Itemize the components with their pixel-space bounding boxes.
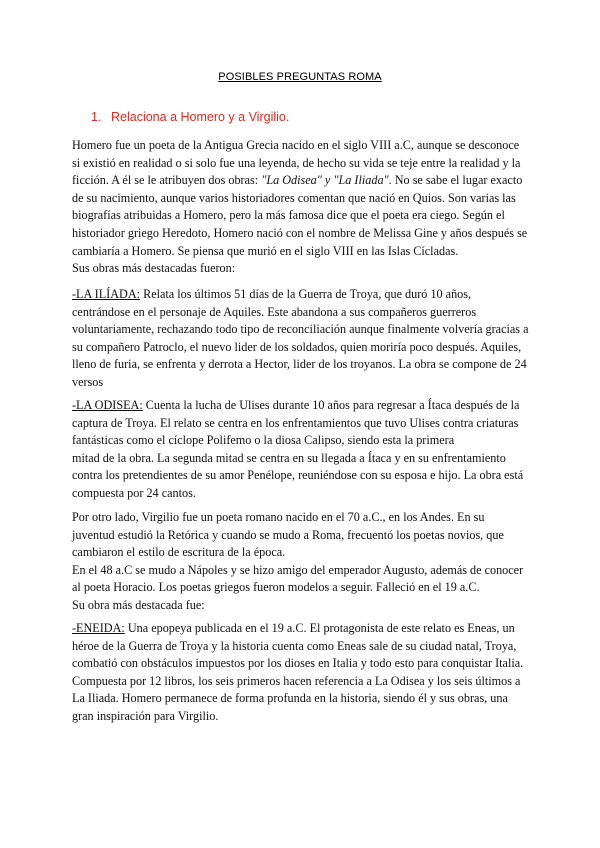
paragraph-line: biografías atribuidas a Homero, pero la más famosa dice que el poeta era ciego. Según el [72,208,505,223]
iliada-label: -LA ILÍADA: [72,287,141,301]
paragraph-line: voluntariamente, rechazando todo tipo de reconciliación aunque finalmente volvería gracias a [72,322,529,337]
paragraph-line: contra los pretendientes de su amor Penélope, reuniéndose con su esposa e hijo. La obra está [72,468,524,483]
iliada-paragraph [72,286,538,392]
eneida-first-line: Una epopeya publicada en el 19 a.C. El protagonista de este relato es Eneas, un [124,621,515,635]
eneida-paragraph [72,620,538,726]
question-heading [91,110,289,124]
paragraph-line [72,286,538,304]
paragraph-line: Homero fue un poeta de la Antigua Grecia nacido en el siglo VIII a.C, aunque se desconoce [72,138,520,152]
odisea-first-line: Cuenta la lucha de Ulises durante 10 años para regresar a Ítaca después de la [142,398,520,412]
paragraph-line: centrándose en el personaje de Aquiles. Este abandona a sus compañeros guerreros [72,304,477,319]
paragraph-line: Compuesta por 12 libros, los seis primeros hacen referencia a La Odisea y los seis últimos a [72,673,521,688]
paragraph-line: mitad de la obra. La segunda mitad se centra en su llegada a Ítaca y en su enfrentamiento [72,450,506,465]
paragraph-line: combatió con obstáculos impuestos por los dioses en Italia y todo esto para conquistar Italia. [72,656,524,671]
homero-paragraph [72,137,538,278]
document-title: POSIBLES PREGUNTAS ROMA [218,71,382,83]
paragraph-line: lleno de furia, se enfrenta y derrota a Hector, lider de los troyanos. La obra se compone de 24 [72,357,527,372]
odisea-paragraph [72,397,538,503]
paragraph-line: captura de Troya. El relato se centra en los enfrentamientos que tuvo Ulises contra criaturas [72,415,519,430]
eneida-label: -ENEIDA: [72,621,125,635]
paragraph-line [72,172,538,190]
paragraph-line: si existió en realidad o si solo fue una leyenda, de hecho su vida se teje entre la realidad y la [72,155,521,170]
paragraph-line: fantásticas como el cíclope Polifemo o la diosa Calipso, siendo esta la primera [72,433,455,448]
paragraph-line: Sus obras más destacadas fueron: [72,261,236,276]
paragraph-line [72,620,538,638]
paragraph-line: su compañero Patroclo, el nuevo lider de los soldados, quien moriría poco después. Aquiles, [72,339,522,354]
line-suffix: . No se sabe el lugar exacto [388,173,523,188]
paragraph-line: héroe de la Guerra de Troya y la historia cuenta como Eneas sale de su ciudad natal, Troya, [72,638,517,653]
paragraph-line: Su obra más destacada fue: [72,597,205,612]
paragraph-line: cambiaría a Homero. Se piensa que murió en el siglo VIII en las Islas Cícladas. [72,243,459,258]
paragraph-line: historiador griego Heredoto, Homero nació con el nombre de Melissa Gine y años después se [72,225,528,240]
paragraph-line: La Iliada. Homero permanece de forma profunda en la historia, siendo él y sus obras, una [72,691,508,706]
odisea-label: -LA ODISEA: [72,398,143,412]
line-prefix: ficción. A él se le atribuyen dos obras: [72,173,262,188]
paragraph-line [72,397,538,415]
paragraph-line: versos [72,374,104,389]
works-titles: "La Odisea" y "La Iliada" [261,173,389,188]
paragraph-line: Por otro lado, Virgilio fue un poeta romano nacido en el 70 a.C., en los Andes. En su [72,510,485,524]
paragraph-line: En el 48 a.C se mudo a Nápoles y se hizo amigo del emperador Augusto, además de conocer [72,562,524,577]
paragraph-line: al poeta Horacio. Los poetas griegos fueron modelos a seguir. Falleció en el 19 a.C. [72,580,480,595]
question-text: Relaciona a Homero y a Virgilio. [111,110,290,124]
question-number: 1. [91,110,102,124]
paragraph-line: juventud estudió la Retórica y cuando se mudo a Roma, frecuentó los poetas novios, que [72,527,504,542]
virgilio-paragraph [72,509,538,615]
paragraph-line: de su nacimiento, aunque varios historiadores comentan que nació en Quios. Son varias las [72,190,516,205]
paragraph-line: cambiaron el estilo de escritura de la época. [72,545,286,560]
iliada-first-line: Relata los últimos 51 días de la Guerra de Troya, que duró 10 años, [140,287,472,301]
paragraph-line: compuesta por 24 cantos. [72,485,196,500]
paragraph-line: gran inspiración para Virgilio. [72,708,219,723]
